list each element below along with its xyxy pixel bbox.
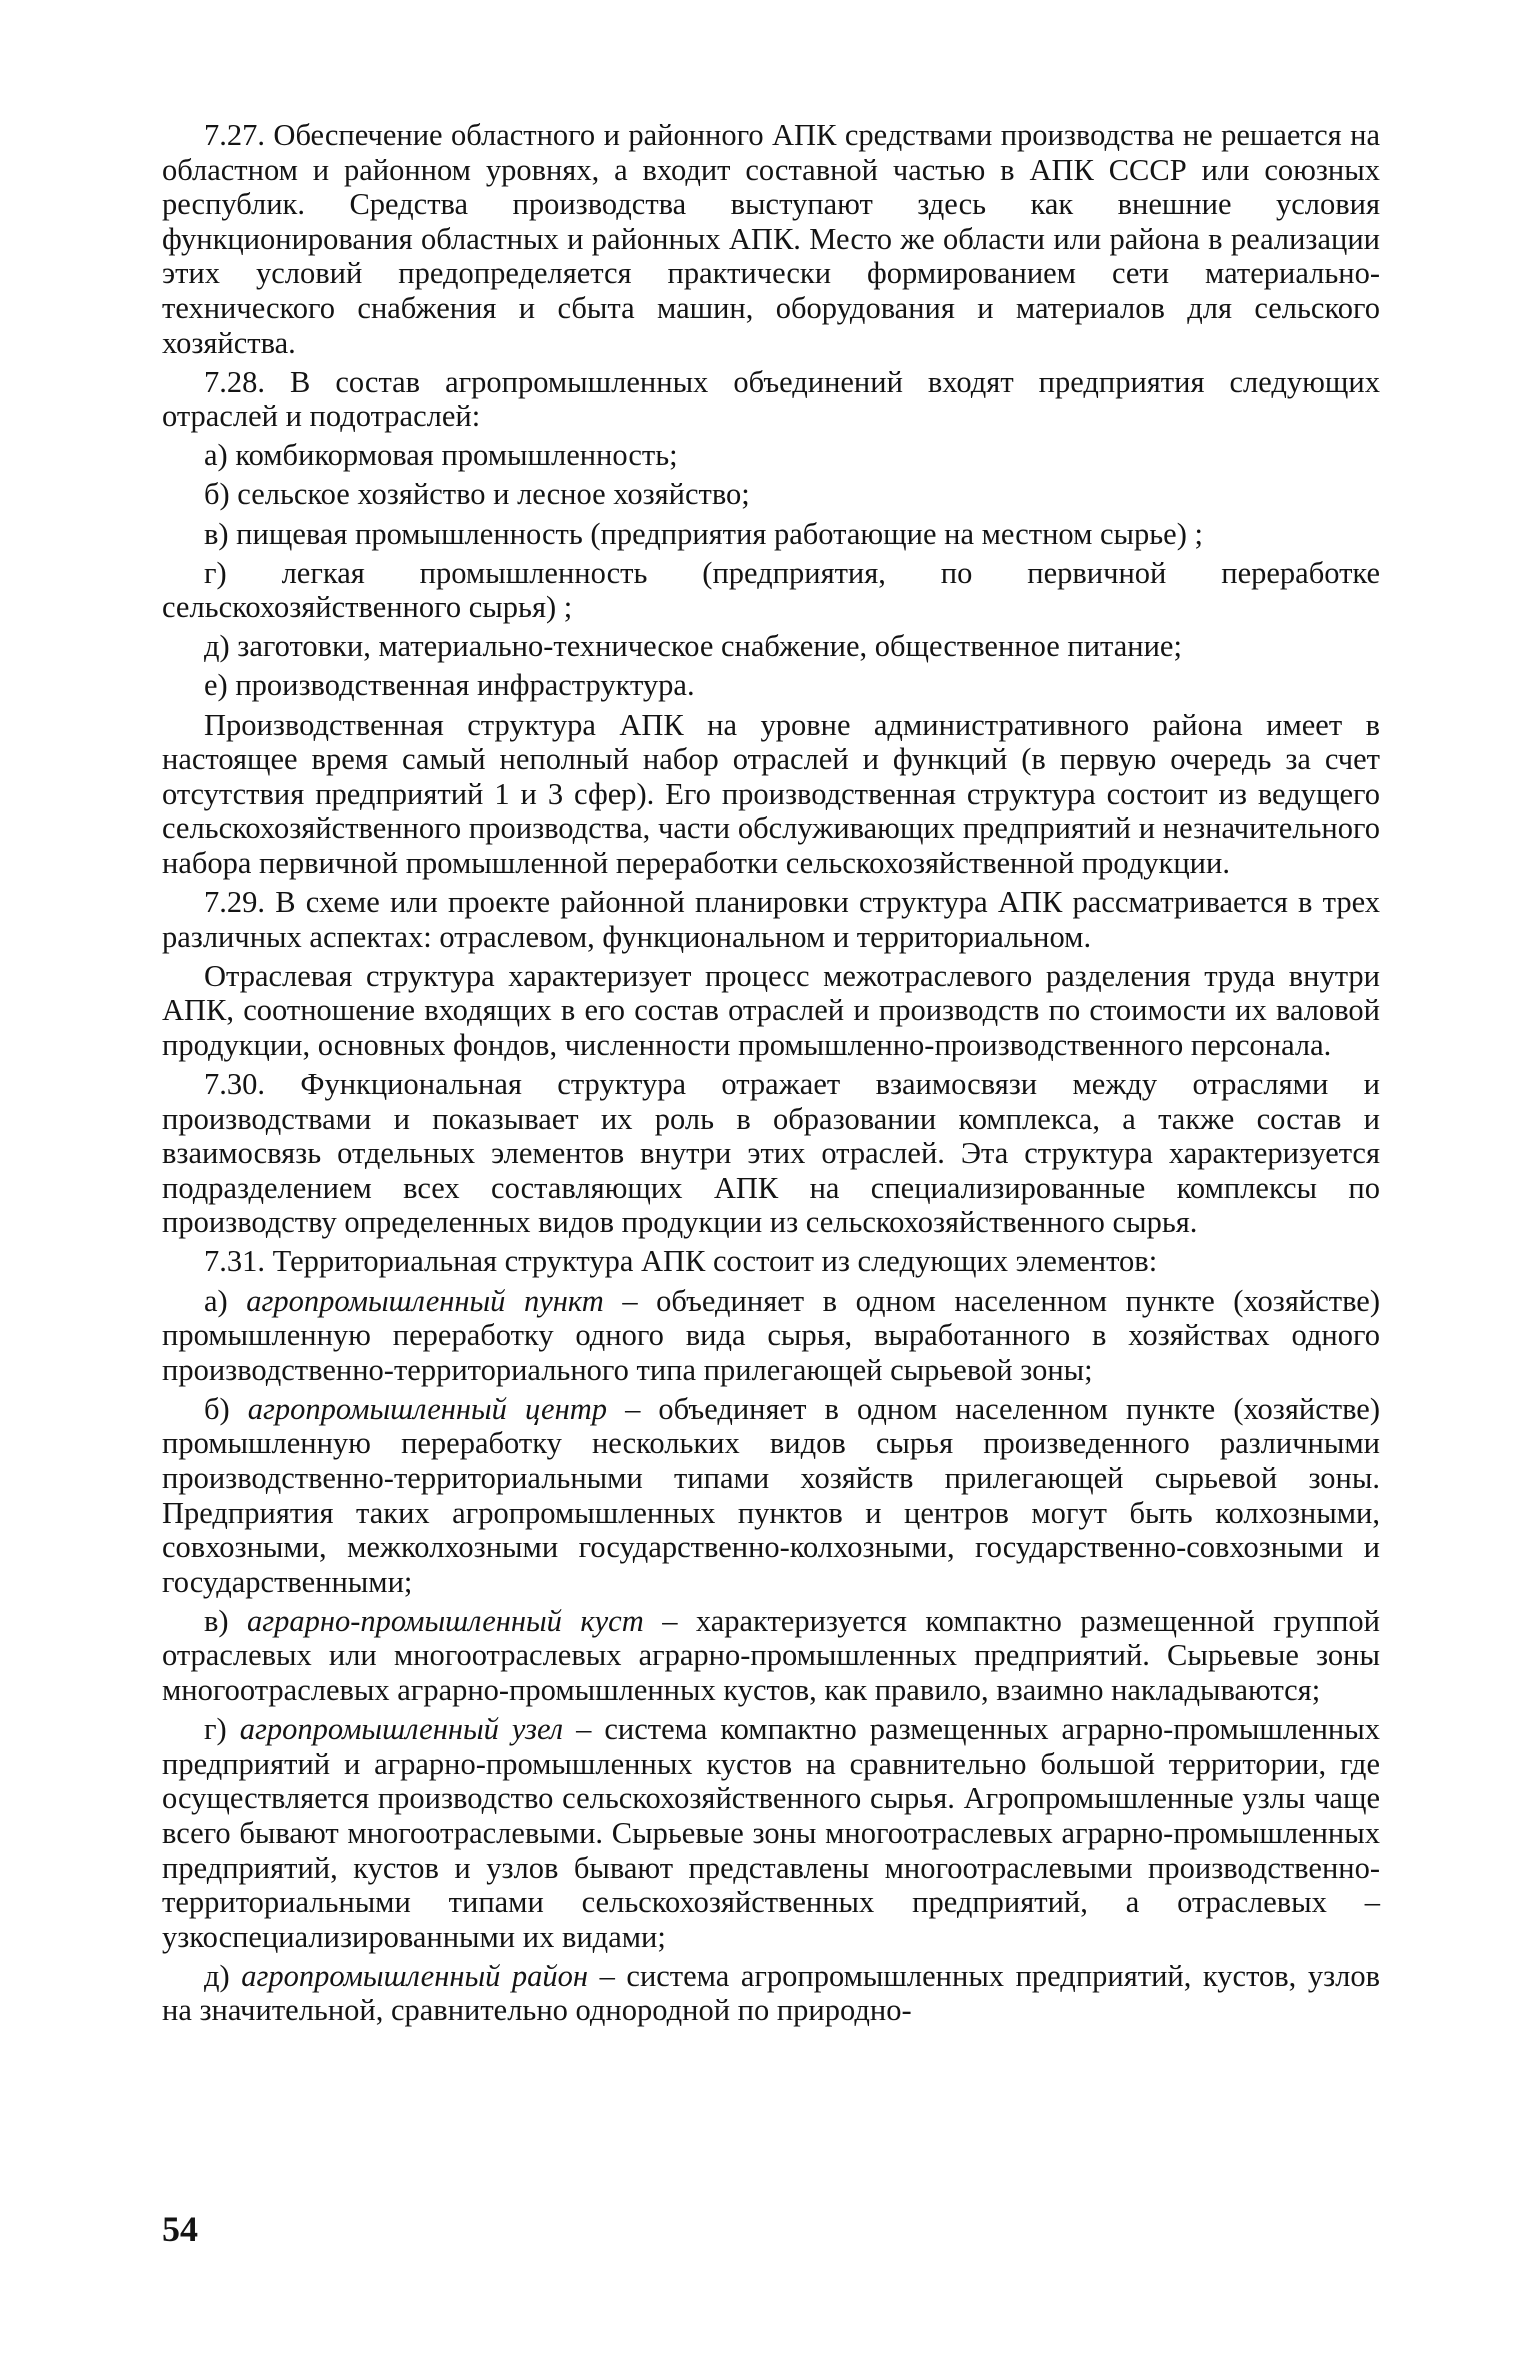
list-item-d: д) заготовки, материально-техническое снабжение, общественное питание; <box>204 629 1182 664</box>
territorial-item-b: б) агропромышленный центр – объединяет в одном населенном пункте (хозяйстве) промышленную переработку нескольких видов сырья произведенного различными производственно-территориальными типами хозяйств прилегающей сырьевой зоны. Предприятия таких агропромышленных пунктов и центров могут быть колхозными, совхозными, межколхозными государственно-колхозными, государственно-совхозными и государственными; <box>162 1391 1380 1599</box>
term-italic: агропромышленный пункт <box>246 1283 604 1318</box>
territorial-item-a: а) агропромышленный пункт – объединяет в одном населенном пункте (хозяйстве) промышленную переработку одного вида сырья, выработанного в хозяйствах одного производственно-территориального типа прилегающей сырьевой зоны; <box>162 1283 1380 1387</box>
list-item-v: в) пищевая промышленность (предприятия работающие на местном сырье) ; <box>204 516 1203 551</box>
list-item-a: а) комбикормовая промышленность; <box>204 438 678 473</box>
body-text <box>162 118 1380 2032</box>
term-italic: агропромышленный район <box>241 1958 589 1993</box>
paragraph-7-27: 7.27. Обеспечение областного и районного АПК средствами производства не решается на областном и районном уровнях, а входит составной частью в АПК СССР или союзных республик. Средства производства выступают здесь как внешние условия функционирования областных и районных АПК. Место же области или района в реализации этих условий предопределяется практически формированием сети материально-технического снабжения и сбыта машин, оборудования и материалов для сельского хозяйства. <box>162 118 1380 360</box>
territorial-item-d: д) агропромышленный район – система агропромышленных предприятий, кустов, узлов на значительной, сравнительно однородной по природно- <box>162 1958 1380 2028</box>
term-italic: агропромышленный узел <box>239 1712 564 1747</box>
page-number: 54 <box>162 2209 198 2249</box>
term-italic: агропромышленный центр <box>247 1391 607 1426</box>
paragraph-sectoral-structure: Отраслевая структура характеризует процесс межотраслевого разделения труда внутри АПК, соотношение входящих в его состав отраслей и производств по стоимости их валовой продукции, основных фондов, численности промышленно-производственного персонала. <box>162 958 1380 1062</box>
list-item-g: г) легкая промышленность (предприятия, по первичной переработке сельскохозяйственного сырья) ; <box>162 555 1380 625</box>
paragraph-production-structure: Производственная структура АПК на уровне административного района имеет в настоящее время самый неполный набор отраслей и функций (в первую очередь за счет отсутствия предприятий 1 и 3 сфер). Его производственная структура состоит из ведущего сельскохозяйственного производства, части обслуживающих предприятий и незначительного набора первичной промышленной переработки сельскохозяйственной продукции. <box>162 707 1380 880</box>
list-item-e: е) производственная инфраструктура. <box>204 668 695 703</box>
paragraph-7-28: 7.28. В состав агропромышленных объединений входят предприятия следующих отраслей и подотраслей: <box>162 364 1380 434</box>
term-italic: аграрно-промышленный куст <box>247 1603 644 1638</box>
paragraph-7-31: 7.31. Территориальная структура АПК состоит из следующих элементов: <box>204 1244 1158 1279</box>
paragraph-7-29: 7.29. В схеме или проекте районной планировки структура АПК рассматривается в трех различных аспектах: отраслевом, функциональном и территориальном. <box>162 884 1380 954</box>
paragraph-7-30: 7.30. Функциональная структура отражает взаимосвязи между отраслями и производствами и показывает их роль в образовании комплекса, а также состав и взаимосвязь отдельных элементов внутри этих отраслей. Эта структура характеризуется подразделением всех составляющих АПК на специализированные комплексы по производству определенных видов продукции из сельскохозяйственного сырья. <box>162 1066 1380 1240</box>
territorial-item-v: в) аграрно-промышленный куст – характеризуется компактно размещенной группой отраслевых или многоотраслевых аграрно-промышленных предприятий. Сырьевые зоны многоотраслевых аграрно-промышленных кустов, как правило, взаимно накладываются; <box>162 1603 1380 1708</box>
list-item-b: б) сельское хозяйство и лесное хозяйство; <box>204 477 750 512</box>
territorial-item-g: г) агропромышленный узел – система компактно размещенных аграрно-промышленных предприятий и аграрно-промышленных кустов на сравнительно большой территории, где осуществляется производство сельскохозяйственного сырья. Агропромышленные узлы чаще всего бывают многоотраслевыми. Сырьевые зоны многоотраслевых аграрно-промышленных предприятий, кустов и узлов бывают представлены многоотраслевыми производственно-территориальными типами сельскохозяйственных предприятий, а отраслевых – узкоспециализированными их видами; <box>162 1712 1380 1954</box>
